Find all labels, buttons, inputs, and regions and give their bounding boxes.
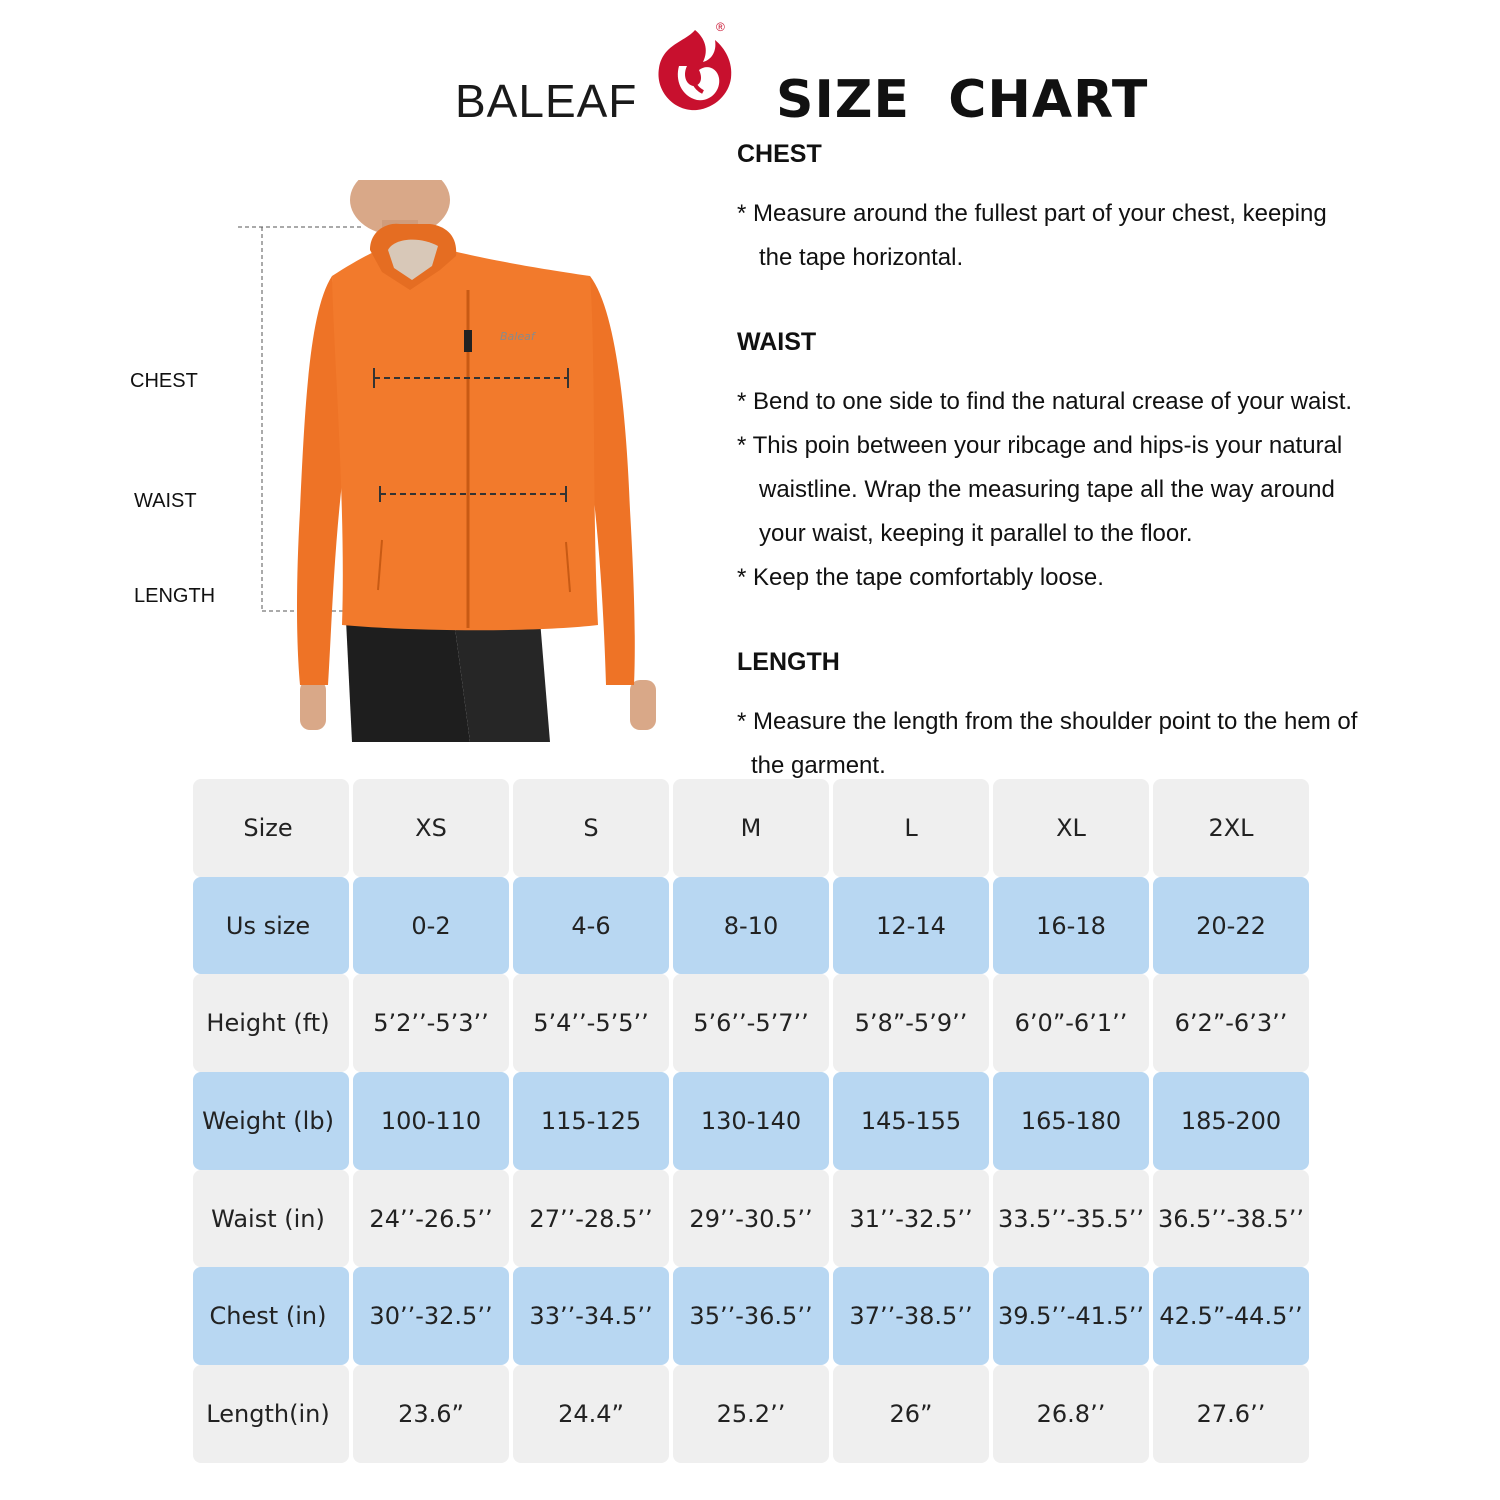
table-cell: 0-2 xyxy=(353,877,509,975)
table-cell: 12-14 xyxy=(833,877,989,975)
chest-label: CHEST xyxy=(130,370,198,392)
table-cell: L xyxy=(833,779,989,877)
length-line-1: * Measure the length from the shoulder point to the hem of xyxy=(737,708,1358,735)
table-cell: 185-200 xyxy=(1153,1072,1309,1170)
table-cell: 5’8”-5’9’’ xyxy=(833,974,989,1072)
chest-section xyxy=(737,138,1457,280)
table-cell: 6’2”-6’3’’ xyxy=(1153,974,1309,1072)
table-cell: 24’’-26.5’’ xyxy=(353,1170,509,1268)
table-cell: 27’’-28.5’’ xyxy=(513,1170,669,1268)
waist-line-3: waistline. Wrap the measuring tape all the way around xyxy=(759,476,1335,503)
measurement-instructions xyxy=(737,138,1457,788)
table-cell: 165-180 xyxy=(993,1072,1149,1170)
table-cell: 5’4’’-5’5’’ xyxy=(513,974,669,1072)
waist-label: WAIST xyxy=(134,490,197,512)
table-cell: 26.8’’ xyxy=(993,1365,1149,1463)
waist-title: WAIST xyxy=(737,328,817,356)
row-header: Length(in) xyxy=(193,1365,349,1463)
waist-line-5: * Keep the tape comfortably loose. xyxy=(737,564,1104,591)
brand-name: BALEAF xyxy=(455,75,638,127)
row-header: Waist (in) xyxy=(193,1170,349,1268)
length-line-2: the garment. xyxy=(751,752,886,779)
row-header: Weight (lb) xyxy=(193,1072,349,1170)
size-table xyxy=(193,779,1313,1463)
waist-line-2: * This poin between your ribcage and hips-is your natural xyxy=(737,432,1343,459)
table-cell: 30’’-32.5’’ xyxy=(353,1267,509,1365)
table-cell: 36.5’’-38.5’’ xyxy=(1153,1170,1309,1268)
row-header: Us size xyxy=(193,877,349,975)
table-cell: 37’’-38.5’’ xyxy=(833,1267,989,1365)
row-header: Height (ft) xyxy=(193,974,349,1072)
waist-line-4: your waist, keeping it parallel to the floor. xyxy=(759,520,1193,547)
header xyxy=(0,0,1500,140)
table-cell: XL xyxy=(993,779,1149,877)
table-cell: 4-6 xyxy=(513,877,669,975)
chest-line-1: * Measure around the fullest part of your chest, keeping xyxy=(737,200,1327,227)
length-label: LENGTH xyxy=(134,585,216,607)
table-cell: 35’’-36.5’’ xyxy=(673,1267,829,1365)
chest-title: CHEST xyxy=(737,140,822,168)
table-cell: 39.5’’-41.5’’ xyxy=(993,1267,1149,1365)
chest-line-2: the tape horizontal. xyxy=(759,244,964,271)
table-cell: 20-22 xyxy=(1153,877,1309,975)
table-cell: 115-125 xyxy=(513,1072,669,1170)
table-cell: 42.5”-44.5’’ xyxy=(1153,1267,1309,1365)
table-cell: 33’’-34.5’’ xyxy=(513,1267,669,1365)
row-header: Chest (in) xyxy=(193,1267,349,1365)
table-cell: XS xyxy=(353,779,509,877)
table-cell: 25.2’’ xyxy=(673,1365,829,1463)
table-cell: 16-18 xyxy=(993,877,1149,975)
table-cell: 24.4” xyxy=(513,1365,669,1463)
waist-section xyxy=(737,326,1457,600)
table-cell: 26” xyxy=(833,1365,989,1463)
table-cell: 33.5’’-35.5’’ xyxy=(993,1170,1149,1268)
red-leaf-logo-icon xyxy=(645,22,745,122)
table-cell: 31’’-32.5’’ xyxy=(833,1170,989,1268)
jacket-illustration xyxy=(120,180,680,742)
table-cell: 27.6’’ xyxy=(1153,1365,1309,1463)
jacket-logo: Baleaf xyxy=(500,330,535,343)
length-title: LENGTH xyxy=(737,648,840,676)
registered-mark: ® xyxy=(716,20,725,34)
table-cell: 2XL xyxy=(1153,779,1309,877)
table-cell: 145-155 xyxy=(833,1072,989,1170)
product-figure xyxy=(120,180,680,742)
table-cell: 29’’-30.5’’ xyxy=(673,1170,829,1268)
table-cell: 23.6” xyxy=(353,1365,509,1463)
table-cell: M xyxy=(673,779,829,877)
table-cell: 6’0”-6’1’’ xyxy=(993,974,1149,1072)
table-cell: 5’6’’-5’7’’ xyxy=(673,974,829,1072)
table-cell: 8-10 xyxy=(673,877,829,975)
row-header: Size xyxy=(193,779,349,877)
page-title: SIZE CHART xyxy=(776,70,1149,130)
waist-line-1: * Bend to one side to find the natural crease of your waist. xyxy=(737,388,1353,415)
table-cell: 5’2’’-5’3’’ xyxy=(353,974,509,1072)
length-section xyxy=(737,646,1457,788)
table-cell: 100-110 xyxy=(353,1072,509,1170)
table-cell: S xyxy=(513,779,669,877)
table-cell: 130-140 xyxy=(673,1072,829,1170)
